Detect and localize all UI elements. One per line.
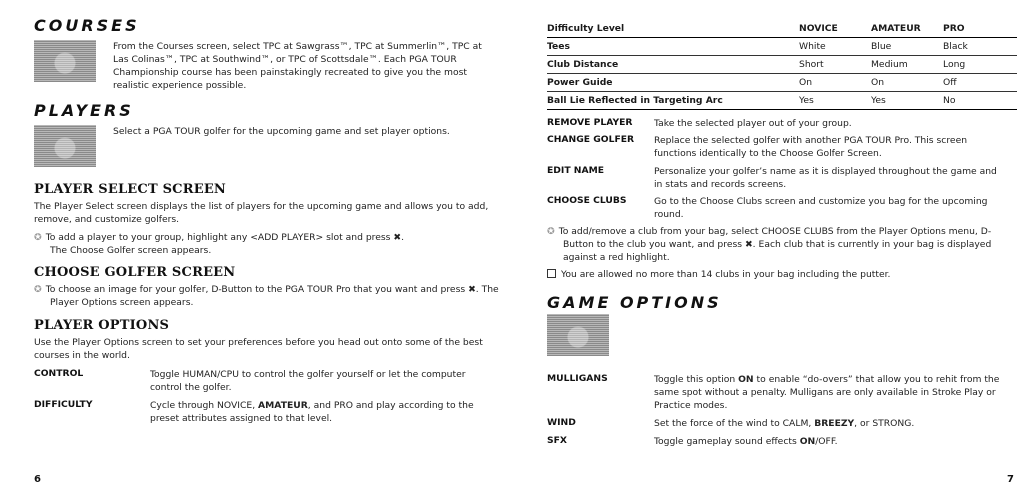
page-number-right: 7 [1007,474,1014,485]
players-screenshot [34,125,96,167]
page-number-left: 6 [34,474,41,485]
remove-player-term: REMOVE PLAYER [547,117,633,128]
player-select-heading: PLAYER SELECT SCREEN [34,182,227,197]
sfx-desc-part1: Toggle gameplay sound effects [654,436,800,447]
sfx-desc-bold: ON [799,436,816,447]
table-header: Difficulty Level [547,20,799,38]
player-select-text: The Player Select screen displays the list of players for the upcoming game and allows you to add, remove, and customize golfers. [34,201,489,225]
mulligans-desc-part2: to enable “do-overs” that allow you to rehit from the same spot without a penalty. Mulligans are only available in Stroke Play or Practice modes. [654,374,1000,411]
players-text: Select a PGA TOUR golfer for the upcoming game and set player options. [113,126,450,137]
table-header: AMATEUR [871,20,943,38]
wind-desc [654,417,999,430]
sfx-desc [654,435,999,448]
table-row [547,38,1017,56]
table-row [547,74,1017,92]
control-term: CONTROL [34,368,84,379]
player-select-bullet-note: The Choose Golfer screen appears. [50,245,212,256]
difficulty-desc [150,399,496,425]
bullet-icon: ✪ [34,232,42,243]
bullet-icon: ✪ [547,226,555,237]
player-options-text: Use the Player Options screen to set your preferences before you head out onto some of the best courses in the world. [34,337,483,361]
wind-desc-part2: , or STRONG. [854,418,915,429]
player-select-bullet [34,231,494,244]
bullet-icon: ✪ [34,284,42,295]
choose-clubs-bullet-text: To add/remove a club from your bag, select CHOOSE CLUBS from the Player Options menu, D-Button to the club you want, and press ✖. Each club that is currently in your bag is displayed against a red highlight. [558,226,992,263]
game-options-screenshot [547,314,609,356]
table-cell: Short [799,56,871,74]
mulligans-desc [654,373,1006,412]
table-cell: On [871,74,943,92]
sfx-term: SFX [547,435,567,446]
right-page [513,0,1026,504]
mulligans-desc-part1: Toggle this option [654,374,739,385]
difficulty-table [547,20,1017,110]
edit-name-term: EDIT NAME [547,165,605,176]
table-cell: Power Guide [547,74,799,92]
courses-screenshot [34,40,96,82]
mulligans-desc-bold: ON [738,374,754,385]
difficulty-term: DIFFICULTY [34,399,93,410]
checkbox-icon [547,269,556,278]
courses-heading: COURSES [34,16,140,35]
mulligans-term: MULLIGANS [547,373,608,384]
table-cell: Club Distance [547,56,799,74]
courses-text: From the Courses screen, select TPC at Sawgrass™, TPC at Summerlin™, TPC at Las Colinas™, TPC at Southwind™, or TPC of Scottsdale™. Each PGA TOUR Championship course has been painstakingly recreated to give you the most realistic experience possible. [113,41,482,91]
change-golfer-desc: Replace the selected golfer with another PGA TOUR Pro. This screen functions identically to the Choose Golfer Screen. [654,135,968,159]
table-header: NOVICE [799,20,871,38]
game-options-heading: GAME OPTIONS [547,293,722,312]
table-header-row [547,20,1017,38]
choose-clubs-term: CHOOSE CLUBS [547,195,627,206]
remove-player-desc: Take the selected player out of your group. [654,118,852,129]
table-cell: Blue [871,38,943,56]
wind-term: WIND [547,417,576,428]
choose-clubs-desc: Go to the Choose Clubs screen and customize you bag for the upcoming round. [654,196,988,220]
table-cell: No [943,92,1017,110]
choose-clubs-bullet [547,225,1019,264]
players-heading: PLAYERS [34,101,134,120]
difficulty-desc-bold: AMATEUR [258,400,308,411]
table-cell: Long [943,56,1017,74]
table-header: PRO [943,20,1017,38]
player-select-bullet-text: To add a player to your group, highlight any <ADD PLAYER> slot and press ✖. [45,232,405,243]
table-cell: Yes [871,92,943,110]
difficulty-desc-part1: Cycle through NOVICE, [150,400,259,411]
clubs-note-text: You are allowed no more than 14 clubs in your bag including the putter. [561,269,891,280]
control-desc: Toggle HUMAN/CPU to control the golfer yourself or let the computer control the golfer. [150,369,466,393]
choose-golfer-bullet [34,283,505,309]
sfx-desc-part2: /OFF. [815,436,838,447]
wind-desc-bold: BREEZY [814,418,855,429]
difficulty-desc-part2: , and PRO and play according to the preset attributes assigned to that level. [150,400,474,424]
player-options-heading: PLAYER OPTIONS [34,318,170,333]
table-row [547,92,1017,110]
table-cell: Medium [871,56,943,74]
wind-desc-part1: Set the force of the wind to CALM, [654,418,815,429]
table-cell: On [799,74,871,92]
table-cell: Ball Lie Reflected in Targeting Arc [547,92,799,110]
choose-golfer-bullet-text: To choose an image for your golfer, D-Button to the PGA TOUR Pro that you want and press ✖. The Player Options screen appears. [45,284,499,308]
table-row [547,56,1017,74]
table-cell: Black [943,38,1017,56]
table-cell: Yes [799,92,871,110]
clubs-note [547,268,1003,281]
edit-name-desc: Personalize your golfer’s name as it is displayed throughout the game and in stats and records screens. [654,166,997,190]
change-golfer-term: CHANGE GOLFER [547,134,635,145]
table-cell: White [799,38,871,56]
table-cell: Tees [547,38,799,56]
table-cell: Off [943,74,1017,92]
choose-golfer-heading: CHOOSE GOLFER SCREEN [34,265,236,280]
